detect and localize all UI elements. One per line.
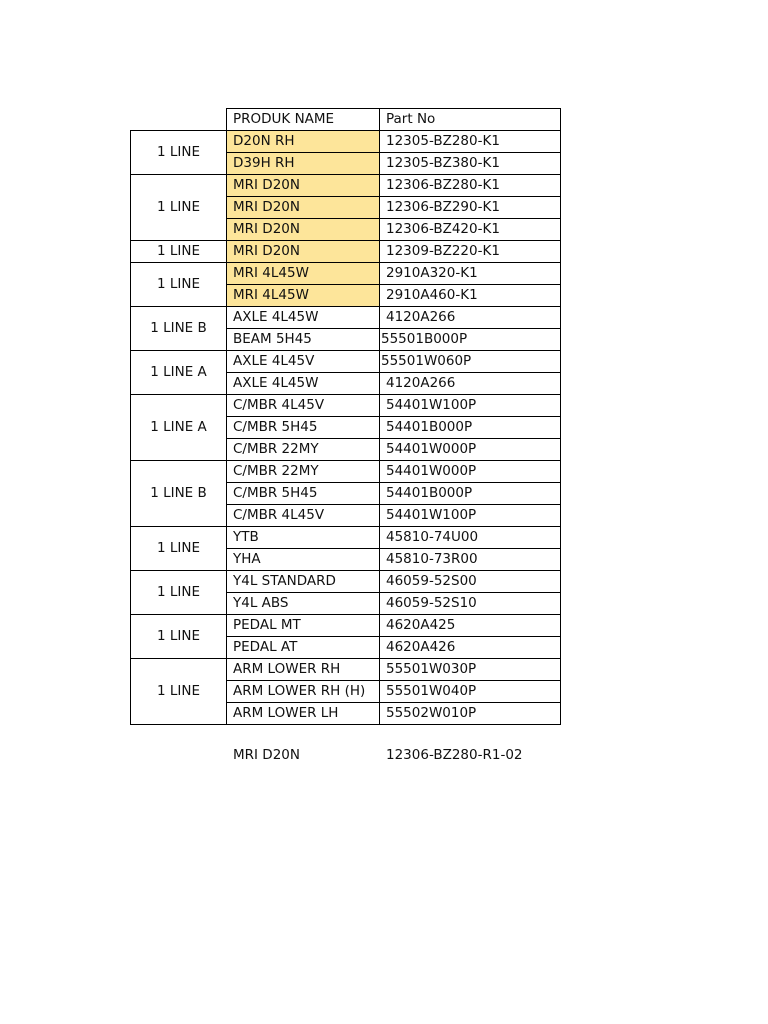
part-no-cell: 4620A426 [380, 637, 561, 659]
part-no-cell: 45810-73R00 [380, 549, 561, 571]
part-no-cell: 55501W060P [380, 351, 561, 373]
product-name-cell: BEAM 5H45 [227, 329, 380, 351]
product-name-cell: PEDAL AT [227, 637, 380, 659]
parts-table [130, 108, 561, 725]
line-group-label: 1 LINE [131, 571, 227, 615]
part-no-cell: 54401W000P [380, 439, 561, 461]
part-no-cell: 12305-BZ380-K1 [380, 153, 561, 175]
header-blank-cell [131, 109, 227, 131]
line-group-label: 1 LINE A [131, 351, 227, 395]
part-no-cell: 2910A460-K1 [380, 285, 561, 307]
product-name-cell: MRI D20N [227, 241, 380, 263]
part-no-cell: 55501W030P [380, 659, 561, 681]
part-no-cell: 54401W000P [380, 461, 561, 483]
product-name-cell: C/MBR 22MY [227, 461, 380, 483]
header-row [131, 109, 561, 131]
table-row [131, 461, 561, 483]
part-no-cell: 55501B000P [380, 329, 561, 351]
product-name-cell: C/MBR 4L45V [227, 395, 380, 417]
product-name-cell: AXLE 4L45V [227, 351, 380, 373]
product-name-cell: D20N RH [227, 131, 380, 153]
table-row [131, 351, 561, 373]
footer-part-no: 12306-BZ280-R1-02 [386, 747, 523, 763]
product-name-cell: C/MBR 5H45 [227, 417, 380, 439]
part-no-cell: 55501W040P [380, 681, 561, 703]
product-name-cell: AXLE 4L45W [227, 307, 380, 329]
product-name-cell: MRI D20N [227, 219, 380, 241]
line-group-label: 1 LINE [131, 263, 227, 307]
line-group-label: 1 LINE B [131, 307, 227, 351]
table-row [131, 527, 561, 549]
table-row [131, 615, 561, 637]
parts-table-body [131, 109, 561, 725]
product-name-cell: YHA [227, 549, 380, 571]
part-no-cell: 54401W100P [380, 395, 561, 417]
part-no-cell: 12306-BZ280-K1 [380, 175, 561, 197]
line-group-label: 1 LINE [131, 175, 227, 241]
product-name-cell: C/MBR 22MY [227, 439, 380, 461]
table-row [131, 395, 561, 417]
product-name-cell: MRI 4L45W [227, 285, 380, 307]
part-no-cell: 4620A425 [380, 615, 561, 637]
part-no-cell: 54401B000P [380, 483, 561, 505]
line-group-label: 1 LINE A [131, 395, 227, 461]
table-row [131, 307, 561, 329]
part-no-cell: 12305-BZ280-K1 [380, 131, 561, 153]
line-group-label: 1 LINE B [131, 461, 227, 527]
product-name-cell: YTB [227, 527, 380, 549]
table-row [131, 571, 561, 593]
product-name-cell: PEDAL MT [227, 615, 380, 637]
header-product-name: PRODUK NAME [227, 109, 380, 131]
product-name-cell: AXLE 4L45W [227, 373, 380, 395]
product-name-cell: Y4L STANDARD [227, 571, 380, 593]
header-part-no: Part No [380, 109, 561, 131]
part-no-cell: 4120A266 [380, 373, 561, 395]
part-no-cell: 55502W010P [380, 703, 561, 725]
product-name-cell: MRI 4L45W [227, 263, 380, 285]
table-row [131, 175, 561, 197]
part-no-cell: 54401B000P [380, 417, 561, 439]
part-no-cell: 2910A320-K1 [380, 263, 561, 285]
footer-product-name: MRI D20N [233, 747, 300, 763]
part-no-cell: 46059-52S00 [380, 571, 561, 593]
product-name-cell: MRI D20N [227, 175, 380, 197]
part-no-cell: 12306-BZ290-K1 [380, 197, 561, 219]
part-no-cell: 46059-52S10 [380, 593, 561, 615]
line-group-label: 1 LINE [131, 527, 227, 571]
table-row [131, 263, 561, 285]
part-no-cell: 12309-BZ220-K1 [380, 241, 561, 263]
product-name-cell: ARM LOWER LH [227, 703, 380, 725]
product-name-cell: D39H RH [227, 153, 380, 175]
product-name-cell: MRI D20N [227, 197, 380, 219]
table-row [131, 241, 561, 263]
line-group-label: 1 LINE [131, 241, 227, 263]
line-group-label: 1 LINE [131, 659, 227, 725]
part-no-cell: 4120A266 [380, 307, 561, 329]
table-row [131, 131, 561, 153]
table-row [131, 659, 561, 681]
part-no-cell: 54401W100P [380, 505, 561, 527]
product-name-cell: ARM LOWER RH [227, 659, 380, 681]
line-group-label: 1 LINE [131, 131, 227, 175]
product-name-cell: Y4L ABS [227, 593, 380, 615]
product-name-cell: C/MBR 4L45V [227, 505, 380, 527]
product-name-cell: C/MBR 5H45 [227, 483, 380, 505]
part-no-cell: 45810-74U00 [380, 527, 561, 549]
line-group-label: 1 LINE [131, 615, 227, 659]
part-no-cell: 12306-BZ420-K1 [380, 219, 561, 241]
product-name-cell: ARM LOWER RH (H) [227, 681, 380, 703]
